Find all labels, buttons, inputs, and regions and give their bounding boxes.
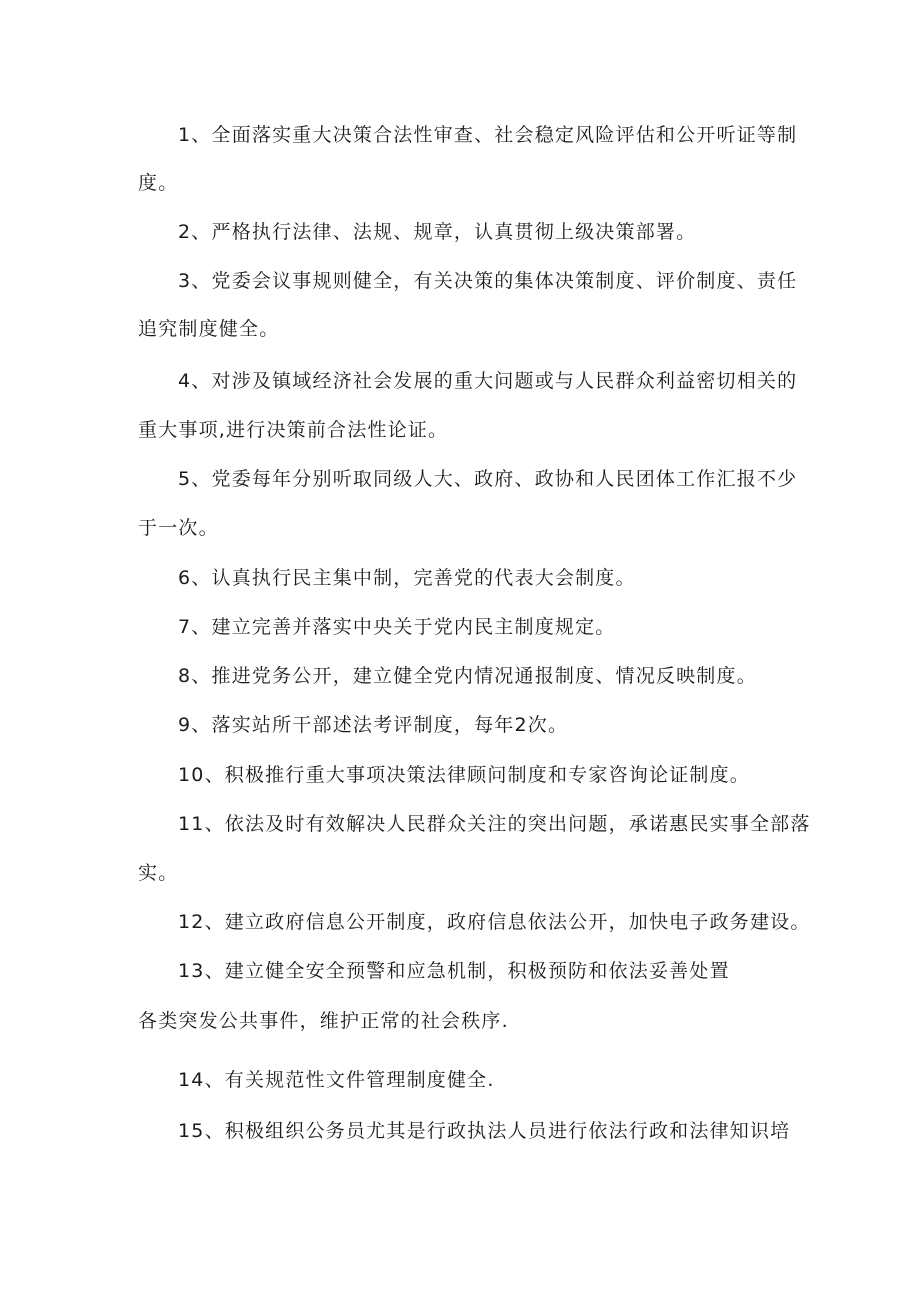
paragraph-1-line-2: 度。 [138,172,179,194]
paragraph-13-line-2: 各类突发公共事件，维护正常的社会秩序. [138,1010,509,1032]
paragraph-13-line-1: 13、建立健全安全预警和应急机制，积极预防和依法妥善处置 [178,960,730,982]
paragraph-8: 8、推进党务公开，建立健全党内情况通报制度、情况反映制度。 [178,665,757,687]
paragraph-11-line-2: 实。 [138,862,179,884]
paragraph-3-line-2: 追究制度健全。 [138,318,280,340]
paragraph-11-line-1: 11、依法及时有效解决人民群众关注的突出问题，承诺惠民实事全部落 [178,813,811,835]
paragraph-14: 14、有关规范性文件管理制度健全. [178,1069,495,1091]
paragraph-9: 9、落实站所干部述法考评制度，每年2次。 [178,714,569,736]
paragraph-5-line-1: 5、党委每年分别听取同级人大、政府、政协和人民团体工作汇报不少 [178,468,798,490]
paragraph-4-line-1: 4、对涉及镇域经济社会发展的重大问题或与人民群众利益密切相关的 [178,370,798,392]
paragraph-2: 2、严格执行法律、法规、规章，认真贯彻上级决策部署。 [178,221,697,243]
paragraph-1-line-1: 1、全面落实重大决策合法性审查、社会稳定风险评估和公开听证等制 [178,124,798,146]
paragraph-15-line-1: 15、积极组织公务员尤其是行政执法人员进行依法行政和法律知识培 [178,1120,791,1142]
paragraph-4-line-2: 重大事项,进行决策前合法性论证。 [138,419,449,441]
paragraph-5-line-2: 于一次。 [138,517,219,539]
paragraph-7: 7、建立完善并落实中央关于党内民主制度规定。 [178,616,616,638]
paragraph-3-line-1: 3、党委会议事规则健全，有关决策的集体决策制度、评价制度、责任 [178,270,798,292]
paragraph-10: 10、积极推行重大事项决策法律顾问制度和专家咨询论证制度。 [178,764,750,786]
paragraph-6: 6、认真执行民主集中制，完善党的代表大会制度。 [178,567,636,589]
paragraph-12: 12、建立政府信息公开制度，政府信息依法公开，加快电子政务建设。 [178,911,811,933]
